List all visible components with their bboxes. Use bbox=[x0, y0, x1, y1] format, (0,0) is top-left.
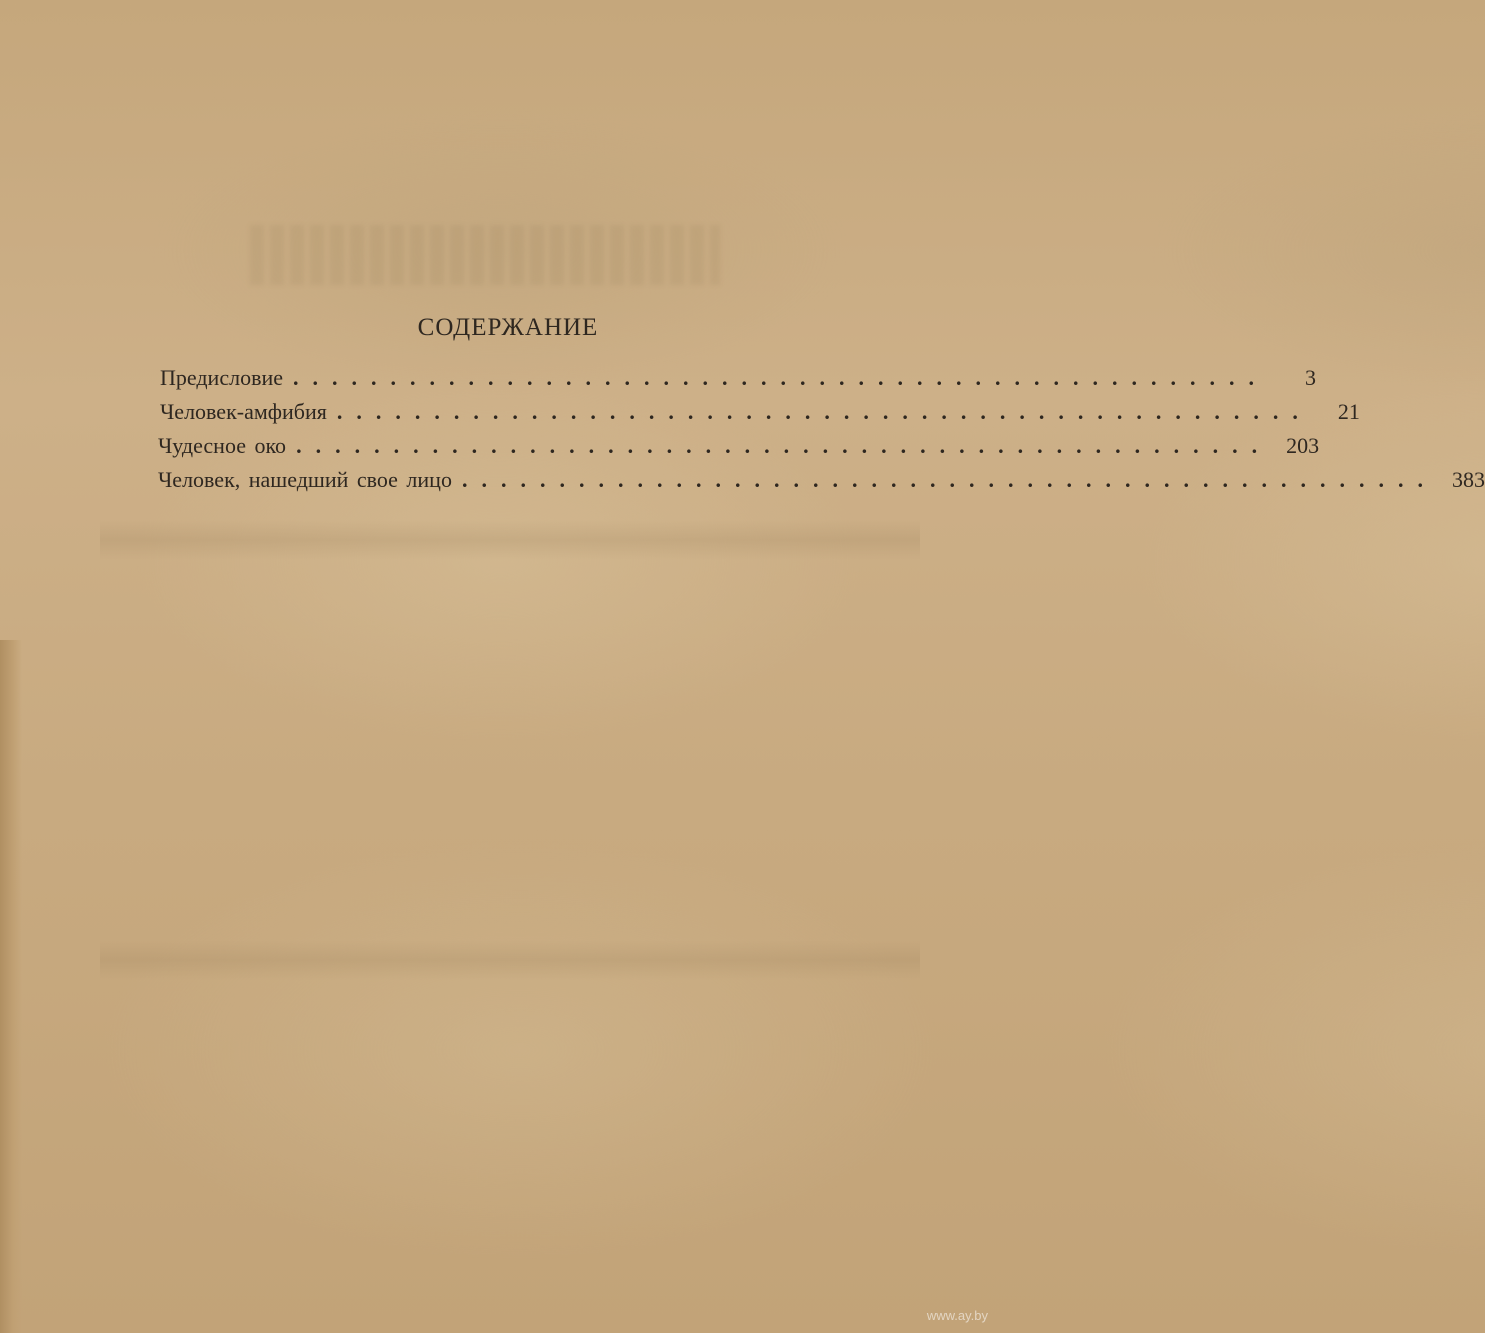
toc-entry-label: Человек-амфибия bbox=[160, 399, 327, 424]
toc-entry bbox=[158, 365, 1316, 399]
watermark: www.ay.by bbox=[926, 1308, 988, 1323]
toc-entry bbox=[158, 399, 1360, 433]
toc-entry-label: Чудесное око bbox=[158, 433, 287, 458]
dot-leader: .................................................. bbox=[461, 467, 1437, 492]
toc-entry-page: 21 bbox=[1337, 399, 1360, 424]
toc-entry-label: Предисловие bbox=[160, 365, 283, 390]
toc-entry bbox=[158, 433, 1320, 467]
paper-crease bbox=[100, 520, 920, 560]
dot-leader: .................................................. bbox=[336, 399, 1312, 424]
page-edge bbox=[0, 640, 22, 1333]
toc-entry bbox=[158, 467, 1485, 501]
table-of-contents bbox=[158, 314, 1485, 501]
toc-entry-page: 383 bbox=[1451, 467, 1485, 492]
toc-list bbox=[158, 365, 1485, 501]
toc-title: СОДЕРЖАНИЕ bbox=[417, 314, 599, 341]
dot-leader: .................................................. bbox=[293, 365, 1268, 390]
dot-leader: .................................................. bbox=[296, 433, 1272, 458]
toc-entry-page: 203 bbox=[1286, 433, 1320, 458]
paper-crease bbox=[100, 940, 920, 980]
toc-entry-page: 3 bbox=[1305, 365, 1316, 390]
show-through-text bbox=[250, 225, 720, 285]
toc-entry-label: Человек, нашедший свое лицо bbox=[158, 467, 452, 492]
